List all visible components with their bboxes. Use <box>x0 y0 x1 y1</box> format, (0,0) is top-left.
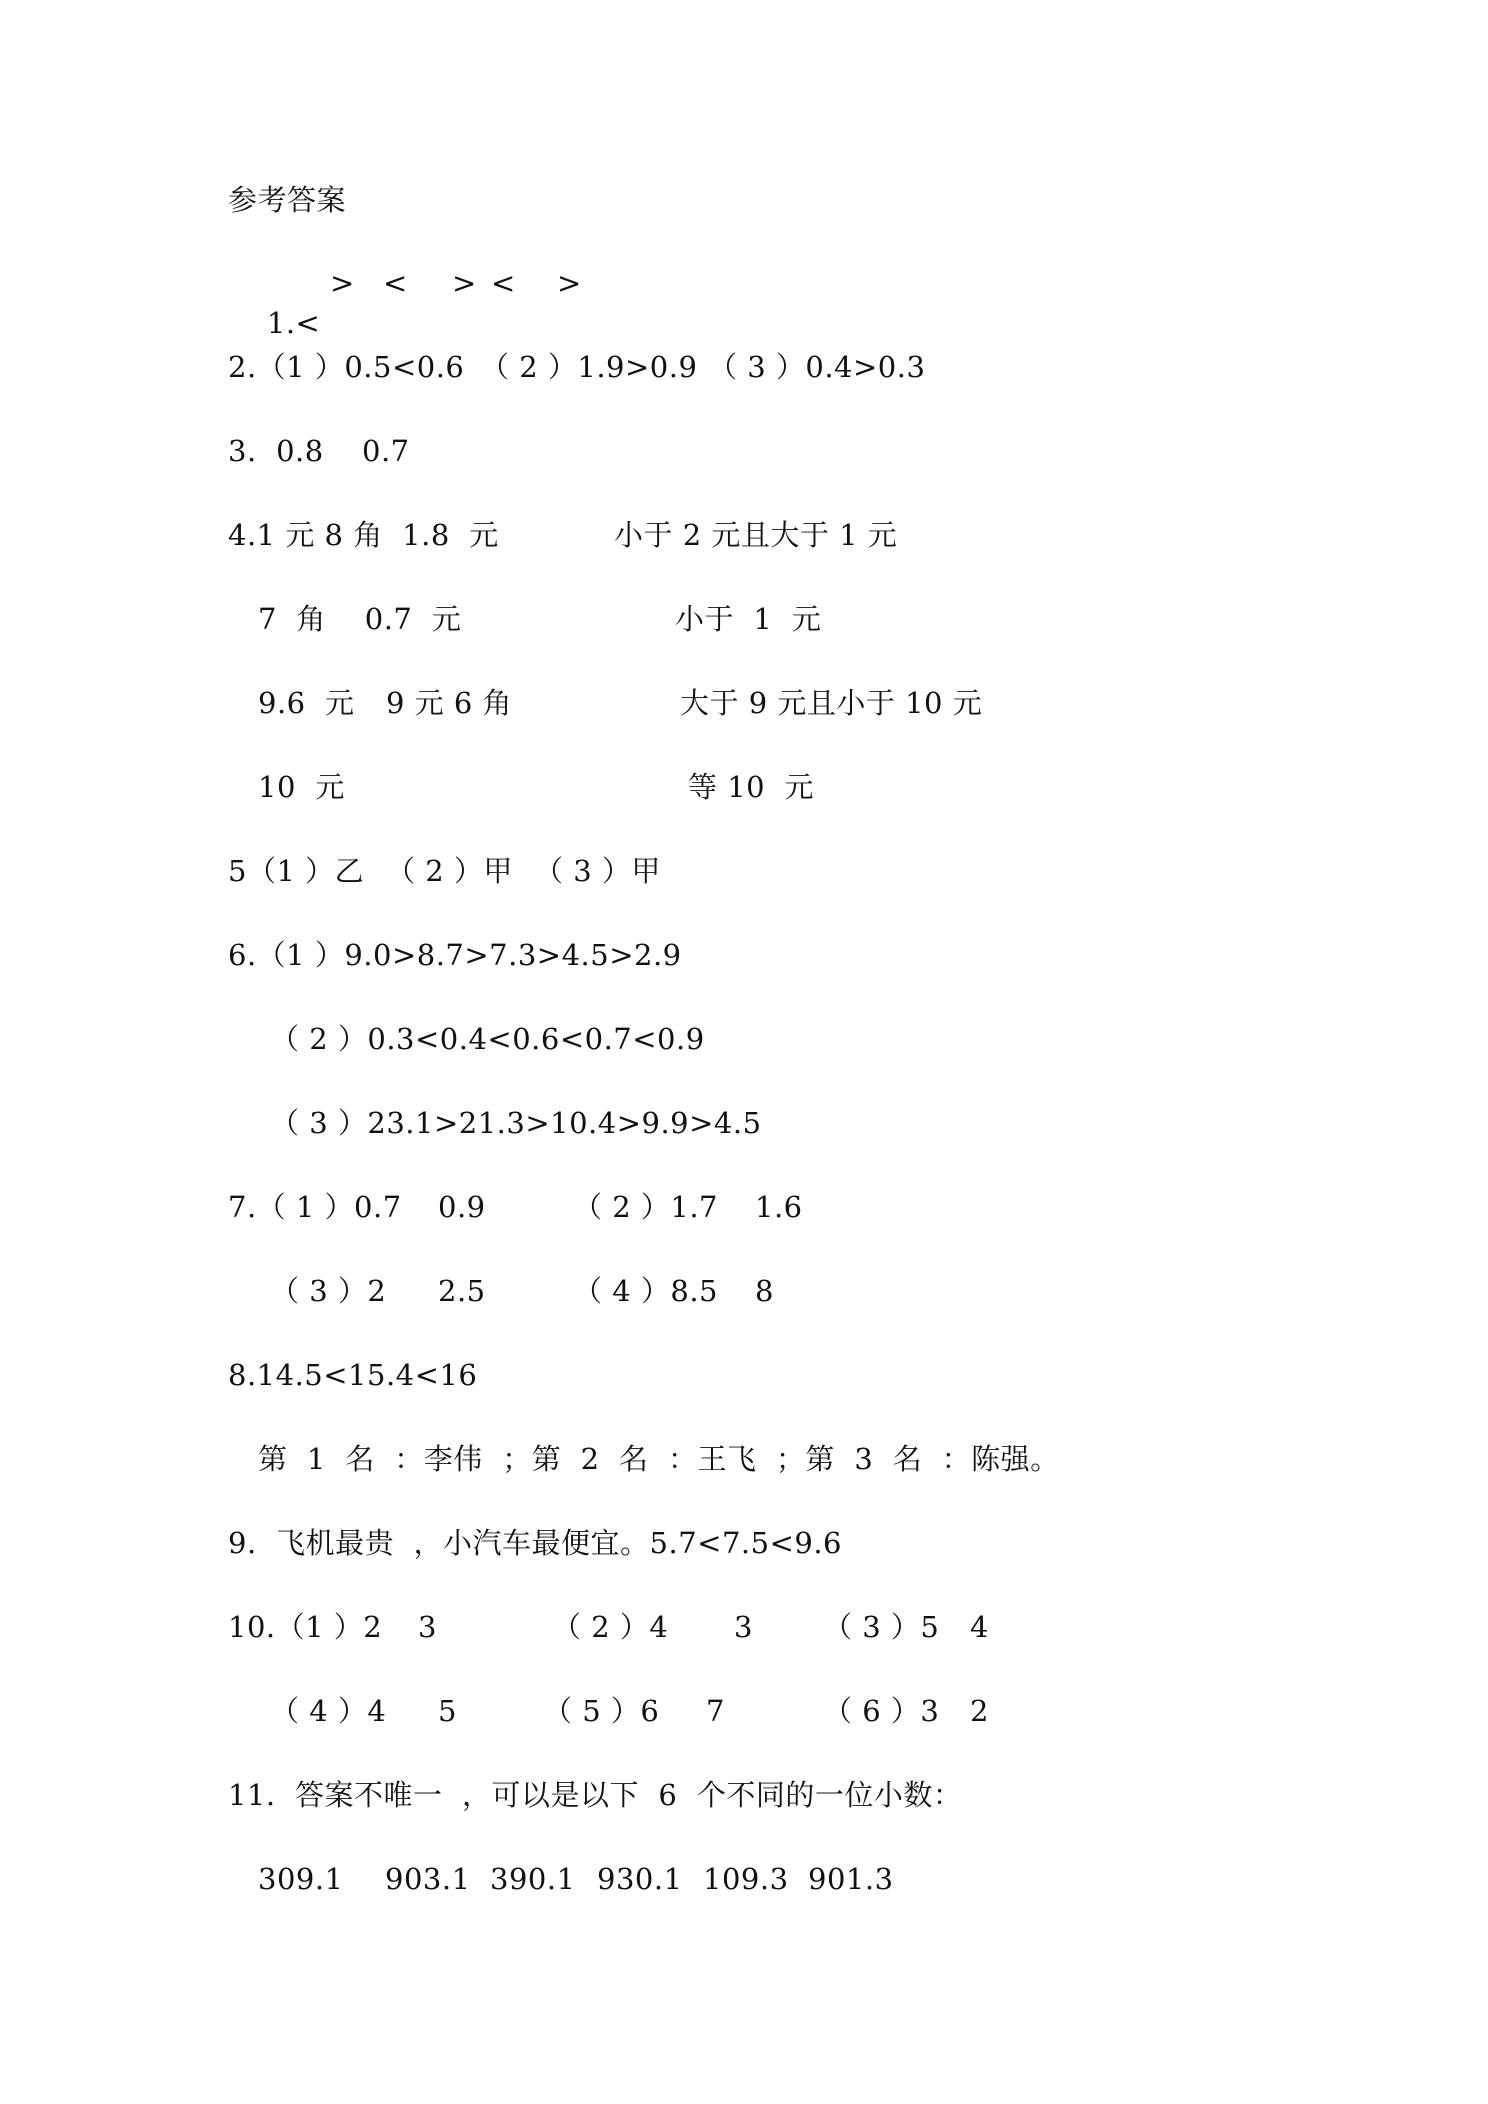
answer-segment: 小于 1 元 <box>675 602 822 636</box>
answer-segment: 小于 2 元且大于 1 元 <box>614 518 898 552</box>
answer-segment: > <box>330 266 355 300</box>
answer-segment: 7.（ 1 ）0.7 <box>228 1190 402 1224</box>
answer-segment: 930.1 <box>597 1862 683 1896</box>
answer-segment: 390.1 <box>490 1862 576 1896</box>
answer-segment: 等 10 元 <box>688 770 815 804</box>
answer-segment: 10.（1 ）2 <box>228 1610 383 1644</box>
answer-segment: 901.3 <box>808 1862 894 1896</box>
answer-segment: （ 2 ）甲 <box>386 854 513 888</box>
answer-segment: （ 4 ）8.5 <box>573 1274 719 1308</box>
answer-segment: （ 3 ）0.4>0.3 <box>708 350 926 384</box>
answer-segment: 第 1 名 ：李伟 ；第 2 名 ：王飞 ；第 3 名 ：陈强。 <box>258 1442 1060 1476</box>
answer-segment: （ 2 ）1.9>0.9 <box>480 350 698 384</box>
answer-segment: 0.7 <box>362 434 410 468</box>
answer-segment: 大于 9 元且小于 10 元 <box>680 686 983 720</box>
answer-segment: （ 5 ）6 <box>543 1694 660 1728</box>
answer-segment: （ 3 ）5 <box>823 1610 940 1644</box>
answer-segment: 2 <box>970 1694 989 1728</box>
answer-segment: 9.6 元 <box>258 686 355 720</box>
answer-segment: 3. 0.8 <box>228 434 324 468</box>
answer-segment: 2.（1 ）0.5<0.6 <box>228 350 465 384</box>
answer-segment: 6.（1 ）9.0>8.7>7.3>4.5>2.9 <box>228 938 682 972</box>
answer-segment: 9. 飞机最贵 ，小汽车最便宜。5.7<7.5<9.6 <box>228 1526 842 1560</box>
answer-segment: > <box>557 266 582 300</box>
answer-segment: 109.3 <box>703 1862 789 1896</box>
answer-segment: 0.9 <box>438 1190 486 1224</box>
answer-segment: （ 2 ）0.3<0.4<0.6<0.7<0.9 <box>270 1022 705 1056</box>
answer-segment: 5 <box>438 1694 457 1728</box>
answer-segment: 1.6 <box>755 1190 803 1224</box>
answer-segment: （ 3 ）23.1>21.3>10.4>9.9>4.5 <box>270 1106 762 1140</box>
answer-segment: 3 <box>418 1610 437 1644</box>
answer-segment: （ 2 ）1.7 <box>573 1190 719 1224</box>
answer-segment: 903.1 <box>385 1862 471 1896</box>
answer-segment: > <box>452 266 477 300</box>
answer-segment: 3 <box>734 1610 753 1644</box>
answer-segment: 7 角 0.7 元 <box>258 602 462 636</box>
answer-segment: （ 3 ）甲 <box>534 854 661 888</box>
page-title: 参考答案 <box>228 183 347 217</box>
answer-segment: 9 元 6 角 <box>386 686 513 720</box>
answer-segment: （ 6 ）3 <box>823 1694 940 1728</box>
answer-segment: 1.< <box>266 306 321 340</box>
answer-segment: 309.1 <box>258 1862 344 1896</box>
answer-segment: 11. 答案不唯一 ，可以是以下 6 个不同的一位小数： <box>228 1778 963 1812</box>
answer-segment: 4 <box>970 1610 989 1644</box>
answer-segment: 4.1 元 8 角 1.8 元 <box>228 518 499 552</box>
answer-segment: （ 2 ）4 <box>552 1610 669 1644</box>
answer-segment: （ 4 ）4 <box>270 1694 387 1728</box>
answer-segment: < <box>383 266 408 300</box>
answer-segment: 8.14.5<15.4<16 <box>228 1358 478 1392</box>
answer-segment: 2.5 <box>438 1274 486 1308</box>
answer-segment: 7 <box>706 1694 725 1728</box>
answer-segment: < <box>491 266 516 300</box>
answer-segment: 8 <box>755 1274 774 1308</box>
answer-segment: （ 3 ）2 <box>270 1274 387 1308</box>
answer-segment: 5（1 ）乙 <box>228 854 365 888</box>
answer-segment: 10 元 <box>258 770 345 804</box>
